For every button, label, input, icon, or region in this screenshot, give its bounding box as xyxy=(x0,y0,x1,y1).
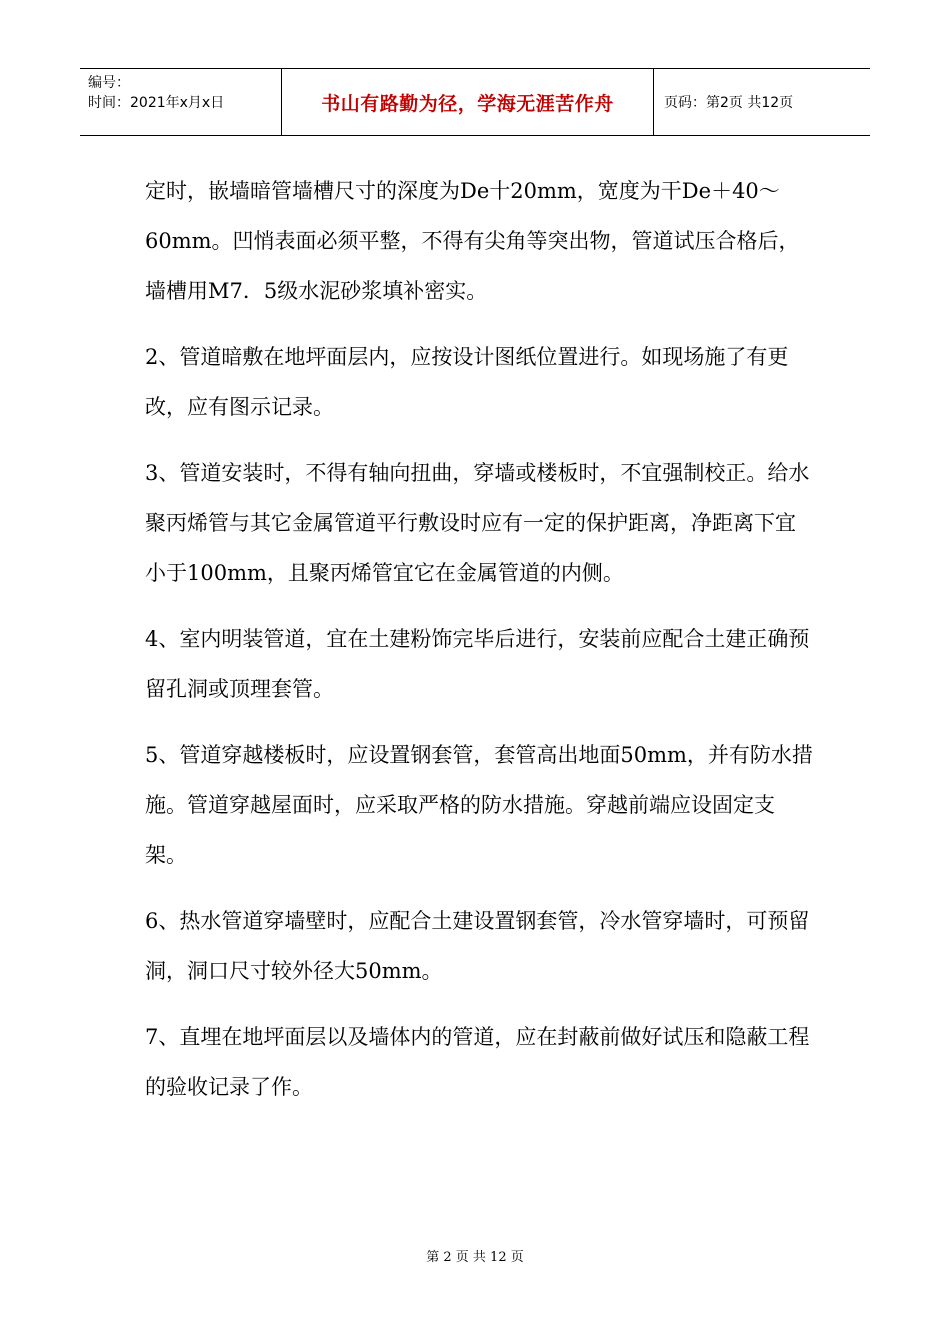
document-body xyxy=(145,166,815,1128)
paragraph: 定时，嵌墙暗管墙槽尺寸的深度为De十20mm，宽度为干De＋40～60mm。凹悄表面必须平整，不得有尖角等突出物，管道试压合格后，墙槽用M7．5级水泥砂浆填补密实。 xyxy=(145,179,800,303)
page-header xyxy=(80,68,870,136)
paragraph: 3、管道安装时，不得有轴向扭曲，穿墙或楼板时，不宜强制校正。给水聚丙烯管与其它金属管道平行敷设时应有一定的保护距离，净距离下宜小于100mm，且聚丙烯管宜它在金属管道的内侧。 xyxy=(145,461,810,585)
paragraph: 4、室内明装管道，宜在土建粉饰完毕后进行，安装前应配合土建正确预留孔洞或顶理套管。 xyxy=(145,627,810,701)
time-label: 时间：2021年x月x日 xyxy=(88,95,225,111)
paragraph: 5、管道穿越楼板时，应设置钢套管，套管高出地面50mm，并有防水措施。管道穿越屋面时，应采取严格的防水措施。穿越前端应设固定支架。 xyxy=(145,743,813,867)
number-label: 编号： xyxy=(88,75,130,91)
header-meta xyxy=(80,69,282,135)
header-motto: 书山有路勤为径，学海无涯苦作舟 xyxy=(282,69,654,135)
page-footer: 第 2 页 共 12 页 xyxy=(426,1250,524,1265)
paragraph: 7、直埋在地坪面层以及墙体内的管道，应在封蔽前做好试压和隐蔽工程的验收记录了作。 xyxy=(145,1025,810,1099)
header-page-info: 页码：第2页 共12页 xyxy=(664,95,794,111)
paragraph: 2、管道暗敷在地坪面层内，应按设计图纸位置进行。如现场施了有更改，应有图示记录。 xyxy=(145,345,789,419)
paragraph: 6、热水管道穿墙壁时，应配合土建设置钢套管，冷水管穿墙时，可预留洞，洞口尺寸较外径大50mm。 xyxy=(145,909,810,983)
